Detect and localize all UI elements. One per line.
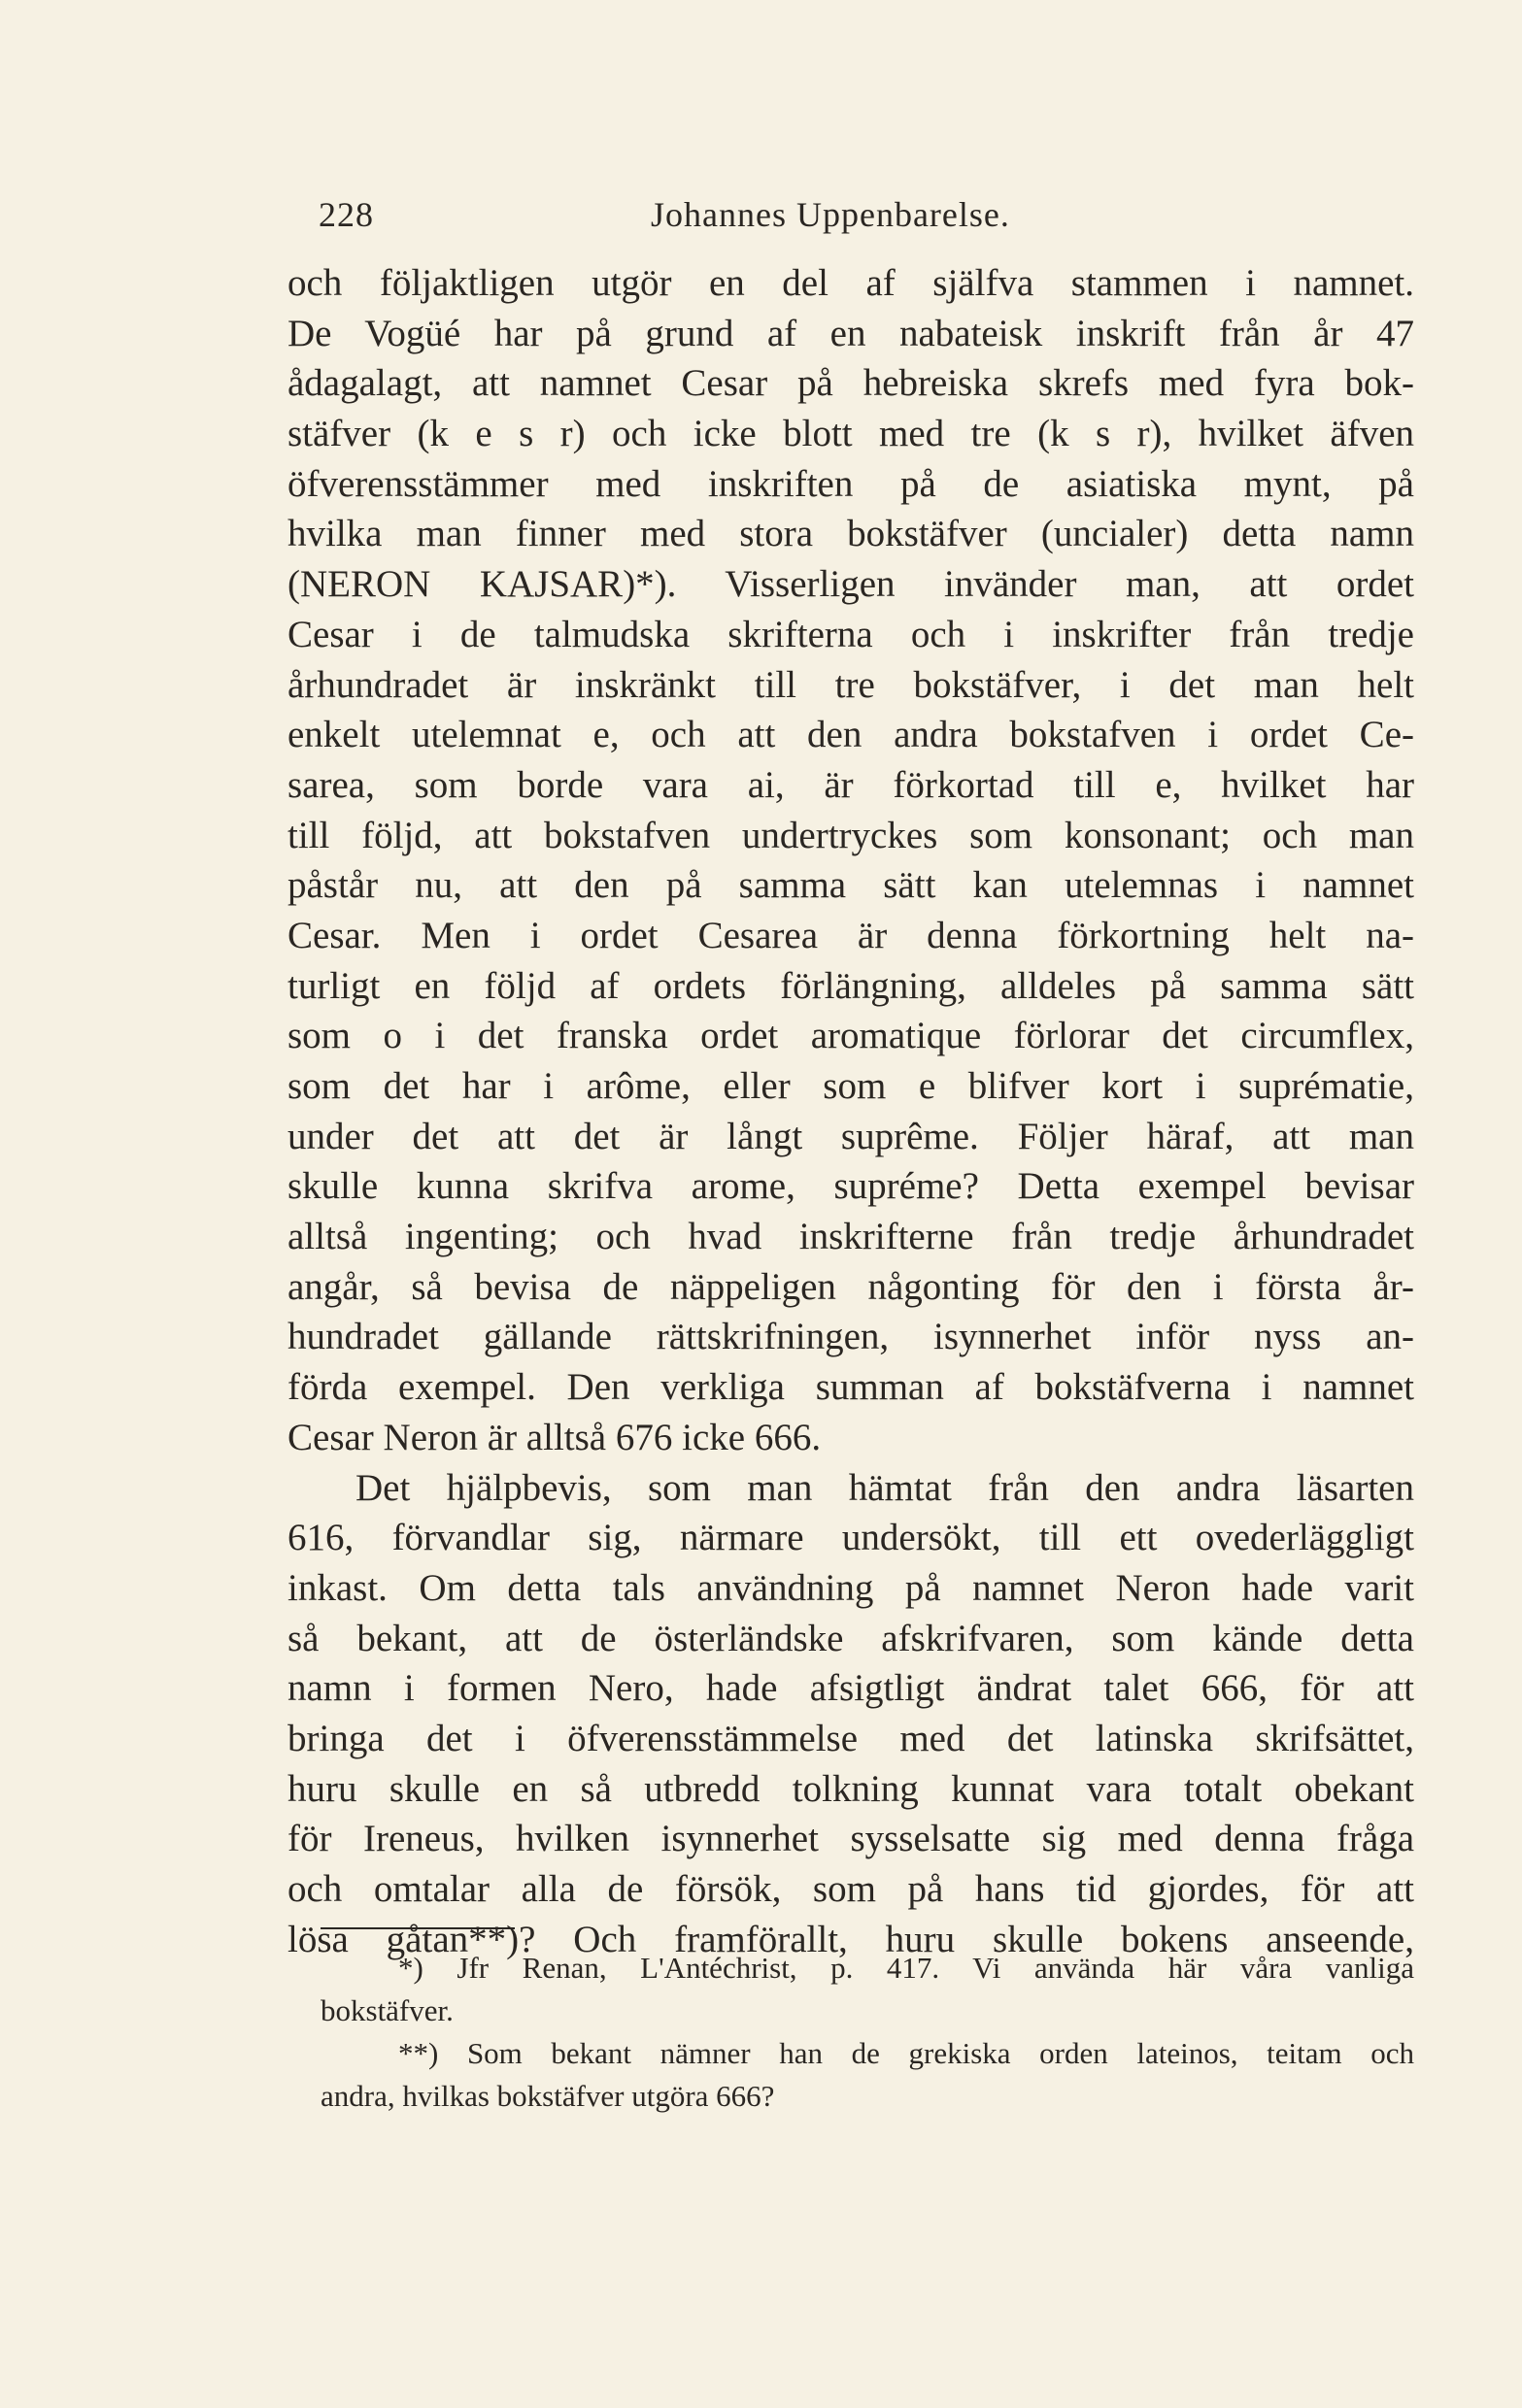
text-line: inkast. Om detta tals användning på namnet Neron hade varit bbox=[287, 1566, 1414, 1609]
text-line: turligt en följd af ordets förlängning, alldeles på samma sätt bbox=[287, 964, 1414, 1007]
text-line: namn i formen Nero, hade afsigtligt ändrat talet 666, för att bbox=[287, 1667, 1414, 1710]
text-line: bringa det i öfverensstämmelse med det latinska skrifsättet, bbox=[287, 1717, 1414, 1759]
text-line: Cesar i de talmudska skrifterna och i inskrifter från tredje bbox=[287, 613, 1414, 655]
footnote-divider bbox=[321, 1927, 515, 1929]
page-number: 228 bbox=[319, 195, 374, 234]
text-line: skulle kunna skrifva arome, supréme? Detta exempel bevisar bbox=[287, 1165, 1414, 1208]
text-line: århundradet är inskränkt till tre bokstäfver, i det man helt bbox=[287, 663, 1414, 706]
running-title: Johannes Uppenbarelse. bbox=[651, 195, 1010, 234]
text-line: förda exempel. Den verkliga summan af bokstäfverna i namnet bbox=[287, 1366, 1414, 1409]
text-line: som o i det franska ordet aromatique förlorar det circumflex, bbox=[287, 1015, 1414, 1057]
text-line: ådagalagt, att namnet Cesar på hebreiska skrefs med fyra bok- bbox=[287, 362, 1414, 405]
text-line: De Vogüé har på grund af en nabateisk inskrift från år 47 bbox=[287, 312, 1414, 354]
running-header bbox=[319, 194, 1445, 252]
text-line: till följd, att bokstafven undertryckes som konsonant; och man bbox=[287, 814, 1414, 856]
footnote-line: *) Jfr Renan, L'Antéchrist, p. 417. Vi använda här våra vanliga bbox=[398, 1951, 1414, 1985]
text-line: enkelt utelemnat e, och att den andra bokstafven i ordet Ce- bbox=[287, 714, 1414, 756]
text-line: Cesar Neron är alltså 676 icke 666. bbox=[287, 1416, 822, 1458]
footnotes bbox=[321, 1947, 1414, 2118]
text-line: hvilka man finner med stora bokstäfver (uncialer) detta namn bbox=[287, 513, 1414, 555]
text-line: och följaktligen utgör en del af själfva stammen i namnet. bbox=[287, 262, 1414, 304]
text-line: öfverensstämmer med inskriften på de asiatiska mynt, på bbox=[287, 462, 1414, 505]
text-line: för Ireneus, hvilken isynnerhet sysselsatte sig med denna fråga bbox=[287, 1818, 1414, 1860]
text-line: hundradet gällande rättskrifningen, isynnerhet inför nyss an- bbox=[287, 1316, 1414, 1358]
text-line: Cesar. Men i ordet Cesarea är denna förkortning helt na- bbox=[287, 914, 1414, 956]
text-line: 616, förvandlar sig, närmare undersökt, till ett ovederläggligt bbox=[287, 1517, 1414, 1559]
text-line: lösa gåtan**)? Och framförallt, huru skulle bokens anseende, bbox=[287, 1918, 1414, 1960]
text-line: påstår nu, att den på samma sätt kan utelemnas i namnet bbox=[287, 864, 1414, 907]
text-line: huru skulle en så utbredd tolkning kunnat vara totalt obekant bbox=[287, 1767, 1414, 1810]
footnote-line: bokstäfver. bbox=[321, 1993, 454, 2027]
footnote-line: **) Som bekant nämner han de grekiska orden lateinos, teitam och bbox=[398, 2036, 1414, 2070]
text-line: och omtalar alla de försök, som på hans tid gjordes, för att bbox=[287, 1868, 1414, 1910]
text-line: sarea, som borde vara ai, är förkortad till e, hvilket har bbox=[287, 763, 1414, 806]
text-line: (NERON KAJSAR)*). Visserligen invänder man, att ordet bbox=[287, 563, 1414, 606]
text-line: stäfver (k e s r) och icke blott med tre (k s r), hvilket äfven bbox=[287, 413, 1414, 455]
text-line: som det har i arôme, eller som e blifver kort i suprématie, bbox=[287, 1065, 1414, 1107]
text-line: under det att det är långt suprême. Följer häraf, att man bbox=[287, 1115, 1414, 1157]
paragraph-start-line: Det hjälpbevis, som man hämtat från den andra läsarten bbox=[355, 1466, 1414, 1509]
main-text bbox=[287, 258, 1414, 1964]
footnote-line: andra, hvilkas bokstäfver utgöra 666? bbox=[321, 2079, 775, 2113]
text-line: så bekant, att de österländske afskrifvaren, som kände detta bbox=[287, 1617, 1414, 1659]
text-line: angår, så bevisa de näppeligen någonting för den i första år- bbox=[287, 1265, 1414, 1308]
text-line: alltså ingenting; och hvad inskrifterne från tredje århundradet bbox=[287, 1216, 1414, 1258]
